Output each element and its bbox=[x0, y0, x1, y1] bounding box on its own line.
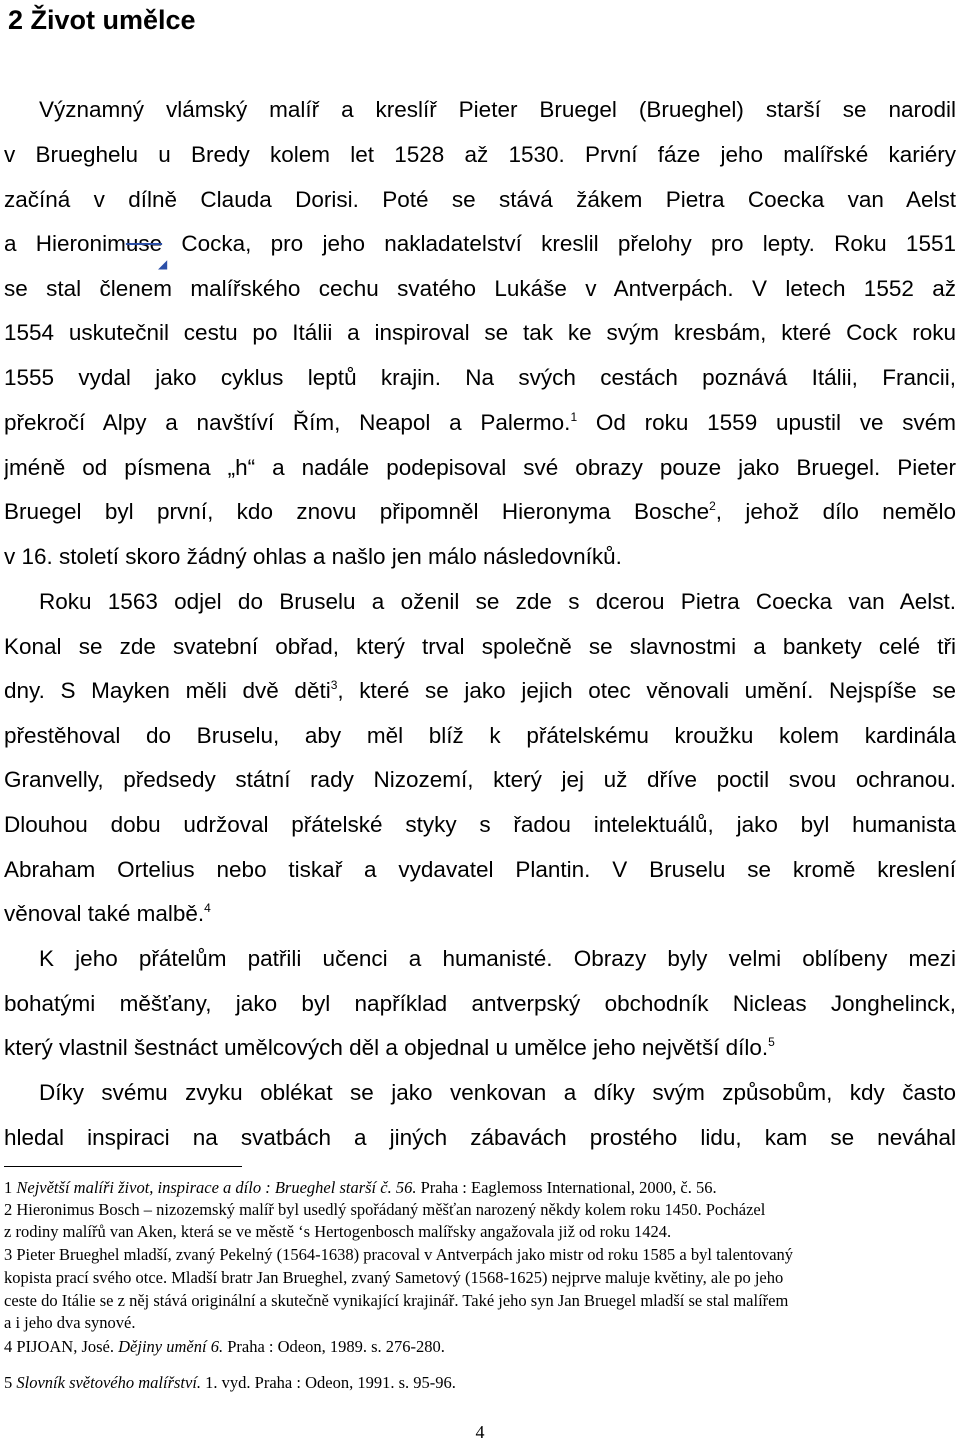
p1-line-7: 1555 vydal jako cyklus leptů krajin. Na svých cestách poznává Itálii, Francii, bbox=[4, 365, 956, 390]
footnote-5-number: 5 bbox=[4, 1373, 17, 1392]
p1-line-3: začíná v dílně Clauda Dorisi. Poté se stává žákem Pietra Coecka van Aelst bbox=[4, 187, 956, 212]
footnote-ref-4: 4 bbox=[204, 901, 211, 915]
p1-line-6: 1554 uskutečnil cestu po Itálii a inspiroval se tak ke svým kresbám, které Cock roku bbox=[4, 320, 956, 345]
footnote-3-line-4: a i jeho dva synové. bbox=[4, 1313, 136, 1332]
footnote-5 bbox=[4, 1371, 956, 1395]
tracked-deletion: use bbox=[125, 231, 163, 256]
footnote-2-line-1: 2 Hieronimus Bosch – nizozemský malíř byl usedlý spořádaný měšťan narozený někdy kolem roku 1450. Pocházel bbox=[4, 1200, 766, 1219]
p2-line-5: Granvelly, předsedy státní rady Nizozemí, který jej už dříve poctil svou ochranou. bbox=[4, 767, 956, 792]
footnote-5-rest: 1. vyd. Praha : Odeon, 1991. s. 95-96. bbox=[201, 1373, 456, 1392]
p1-line-4 bbox=[4, 229, 956, 259]
p2-line-3-end: , které se jako jejich otec věnovali umění. Nejspíše se bbox=[337, 678, 956, 703]
p1-line-10-end: , jehož dílo nemělo bbox=[715, 499, 956, 524]
footnote-1-number: 1 bbox=[4, 1178, 17, 1197]
footnote-4-title: Dějiny umění 6. bbox=[118, 1337, 224, 1356]
p2-line-8 bbox=[4, 899, 956, 929]
footnote-3-line-2: kopista prací svého otce. Mladší bratr Jan Brueghel, zvaný Sametový (1568-1625) nejprve maluje květiny, ale po jeho bbox=[4, 1268, 784, 1287]
p2-line-6: Dlouhou dobu udržoval přátelské styky s řadou intelektuálů, jako byl humanista bbox=[4, 812, 956, 837]
p1-line-10-start: Bruegel byl první, kdo znovu připomněl Hieronyma Bosche bbox=[4, 499, 710, 524]
p2-line-3-start: dny. S Mayken měli dvě děti bbox=[4, 678, 331, 703]
footnote-separator bbox=[4, 1166, 242, 1167]
p1-line-1: Významný vlámský malíř a kreslíř Pieter Bruegel (Brueghel) starší se narodil bbox=[39, 97, 956, 122]
chapter-heading: 2 Život umělce bbox=[8, 5, 196, 35]
edit-insertion-mark-icon: ◢ bbox=[158, 257, 168, 271]
footnote-ref-1: 1 bbox=[570, 410, 578, 424]
p1-line-10 bbox=[4, 497, 956, 527]
page-number: 4 bbox=[475, 1422, 485, 1442]
p2-line-4: přestěhoval do Bruselu, aby měl blíž k přátelskému kroužku kolem kardinála bbox=[4, 723, 956, 748]
p4-line-1: Díky svému zvyku oblékat se jako venkovan a díky svým způsobům, kdy často bbox=[39, 1080, 956, 1105]
p1-line-2: v Brueghelu u Bredy kolem let 1528 až 1530. První fáze jeho malířské kariéry bbox=[4, 142, 956, 167]
p1-line-4-start: a Hieronim bbox=[4, 231, 126, 256]
footnote-3-line-3: ceste do Itálie se z něj stává originální a skutečně vynikající krajinář. Také jeho syn Jan Bruegel mladší se stal malířem bbox=[4, 1291, 789, 1310]
p3-line-3 bbox=[4, 1033, 956, 1063]
p2-line-3 bbox=[4, 676, 956, 706]
footnote-4-author: 4 PIJOAN, José. bbox=[4, 1337, 119, 1356]
p3-line-1: K jeho přátelům patřili učenci a humanisté. Obrazy byly velmi oblíbeny mezi bbox=[39, 946, 956, 971]
p1-line-4-end: Cocka, pro jeho nakladatelství kreslil přelohy pro lepty. Roku 1551 bbox=[162, 231, 956, 256]
footnote-4 bbox=[4, 1335, 956, 1359]
p1-line-5: se stal členem malířského cechu svatého Lukáše v Antverpách. V letech 1552 až bbox=[4, 276, 956, 301]
footnote-5-title: Slovník světového malířství. bbox=[16, 1373, 202, 1392]
footnote-2-line-2: z rodiny malířů van Aken, která se ve městě ‘s Hertogenbosch malířsky angažovala již od roku 1424. bbox=[4, 1222, 672, 1241]
p1-line-9: jméně od písmena „h“ a nadále podepisoval své obrazy pouze jako Bruegel. Pieter bbox=[4, 455, 956, 480]
footnote-1-rest: Praha : Eaglemoss International, 2000, č. 56. bbox=[416, 1178, 717, 1197]
p2-line-2: Konal se zde svatební obřad, který trval společně se slavnostmi a bankety celé tři bbox=[4, 634, 956, 659]
p2-line-1: Roku 1563 odjel do Bruselu a oženil se zde s dcerou Pietra Coecka van Aelst. bbox=[39, 589, 956, 614]
footnote-ref-3: 3 bbox=[330, 678, 338, 692]
p1-line-8-end: Od roku 1559 upustil ve svém bbox=[577, 410, 956, 435]
p1-line-8-start: překročí Alpy a navštíví Řím, Neapol a Palermo. bbox=[4, 410, 571, 435]
p1-line-8 bbox=[4, 408, 956, 438]
p2-line-7: Abraham Ortelius nebo tiskař a vydavatel Plantin. V Bruselu se kromě kreslení bbox=[4, 857, 956, 882]
p1-line-11: v 16. století skoro žádný ohlas a našlo jen málo následovníků. bbox=[4, 544, 622, 569]
p2-line-8-text: věnoval také malbě. bbox=[4, 901, 205, 926]
p4-line-2: hledal inspiraci na svatbách a jiných zábavách prostého lidu, kam se neváhal bbox=[4, 1125, 956, 1150]
footnote-1 bbox=[4, 1176, 956, 1200]
p3-line-2: bohatými měšťany, jako byl například antverpský obchodník Nicleas Jonghelinck, bbox=[4, 991, 956, 1016]
footnote-ref-5: 5 bbox=[768, 1035, 775, 1049]
footnote-1-title: Největší malíři život, inspirace a dílo : Brueghel starší č. 56. bbox=[16, 1178, 417, 1197]
p3-line-3-text: který vlastnil šestnáct umělcových děl a objednal u umělce jeho největší dílo. bbox=[4, 1035, 769, 1060]
footnote-3-line-1: 3 Pieter Brueghel mladší, zvaný Pekelný (1564-1638) pracoval v Antverpách jako mistr od roku 1585 a byl talentovaný bbox=[4, 1245, 794, 1264]
footnote-ref-2: 2 bbox=[709, 499, 716, 513]
footnote-4-rest: Praha : Odeon, 1989. s. 276-280. bbox=[223, 1337, 445, 1356]
